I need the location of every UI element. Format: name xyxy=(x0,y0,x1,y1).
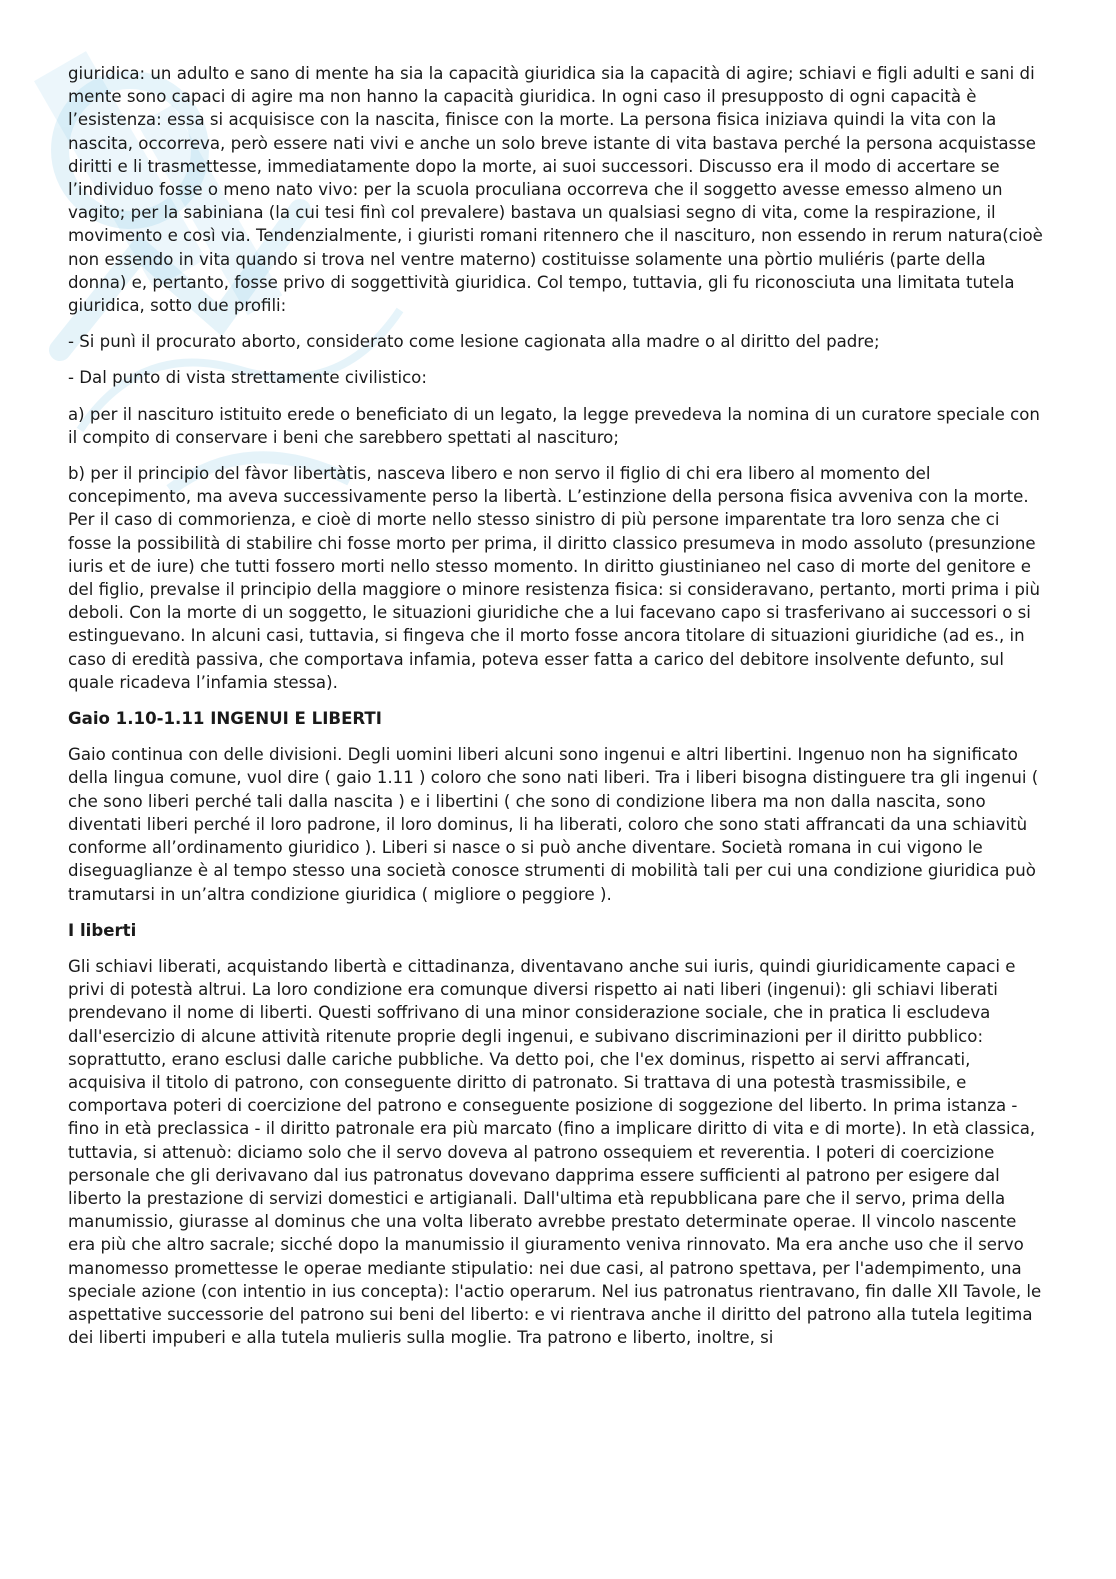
list-item-b: b) per il principio del fàvor libertàtis, nasceva libero e non servo il figlio di chi era libero al momento del concepimento, ma aveva successivamente perso la libertà. L’estinzione della persona fisica avveniva con la morte. Per il caso di commorienza, e cioè di morte nello stesso sinistro di più persone imparentate tra loro senza che ci fosse la possibilità di stabilire chi fosse morto per prima, il diritto classico presumeva in modo assoluto (presunzione iuris et de iure) che tutti fossero morti nello stesso momento. In diritto giustinianeo nel caso di morte del genitore e del figlio, prevalse il principio della maggiore o minore resistenza fisica: si consideravano, pertanto, morti prima i più deboli. Con la morte di un soggetto, le situazioni giuridiche che a lui facevano capo si trasferivano ai successori o si estinguevano. In alcuni casi, tuttavia, si fingeva che il morto fosse ancora titolare di situazioni giuridiche (ad es., in caso di eredità passiva, che comportava infamia, poteva esser fatta a carico del debitore insolvente defunto, sul quale ricadeva l’infamia stessa). xyxy=(68,464,1041,692)
document-body xyxy=(68,62,1048,1362)
list-item-aborto: - Si punì il procurato aborto, considerato come lesione cagionata alla madre o al diritto del padre; xyxy=(68,332,880,352)
paragraph-ingenui: Gaio continua con delle divisioni. Degli uomini liberi alcuni sono ingenui e altri libertini. Ingenuo non ha significato della lingua comune, vuol dire ( gaio 1.11 ) coloro che sono nati liberi. Tra i liberi bisogna distinguere tra gli ingenui ( che sono liberi perché tali dalla nascita ) e i libertini ( che sono di condizione libera ma non dalla nascita, sono diventati liberi perché il loro padrone, il loro dominus, li ha liberati, coloro che sono stati affrancati da una schiavitù conforme all’ordinamento giuridico ). Liberi si nasce o si può anche diventare. Società romana in cui vigono le diseguaglianze è al tempo stesso una società conosce strumenti di mobilità tali per cui una condizione giuridica può tramutarsi in un’altra condizione giuridica ( migliore o peggiore ). xyxy=(68,745,1039,904)
paragraph-liberti: Gli schiavi liberati, acquistando libertà e cittadinanza, diventavano anche sui iuris, quindi giuridicamente capaci e privi di potestà altrui. La loro condizione era comunque diversi rispetto ai nati liberi (ingenui): gli schiavi liberati prendevano il nome di liberti. Questi soffrivano di una minor considerazione sociale, che in pratica li escludeva dall'esercizio di alcune attività ritenute proprie degli ingenui, e subivano discriminazioni per il diritto pubblico: soprattutto, erano esclusi dalle cariche pubbliche. Va detto poi, che l'ex dominus, rispetto ai servi affrancati, acquisiva il titolo di patrono, con conseguente diritto di patronato. Si trattava di una potestà trasmissibile, e comportava poteri di coercizione del patrono e conseguente posizione di soggezione del liberto. In prima istanza - fino in età preclassica - il diritto patronale era più marcato (fino a implicare diritto di vita e di morte). In età classica, tuttavia, si attenuò: diciamo solo che il servo doveva al patrono ossequiem et reverentia. I poteri di coercizione personale che gli derivavano dal ius patronatus dovevano dapprima essere sufficienti al patrono per esigere dal liberto la prestazione di servizi domestici e artigianali. Dall'ultima età repubblicana pare che il servo, prima della manumissio, giurasse al dominus che una volta liberato avrebbe prestato determinate operae. Il vincolo nascente era più che altro sacrale; sicché dopo la manumissio il giuramento veniva rinnovato. Ma era anche uso che il servo manomesso promettesse le operae mediante stipulatio: nei due casi, al patrono spettava, per l'adempimento, una speciale azione (con intentio in ius concepta): l'actio operarum. Nel ius patronatus rientravano, fin dalle XII Tavole, le aspettative successorie del patrono sui beni del liberto: e vi rientrava anche il diritto del patrono alla tutela legitima dei liberti impuberi e alla tutela mulieris sulla moglie. Tra patrono e liberto, inoltre, si xyxy=(68,956,1042,1348)
list-item-a: a) per il nascituro istituito erede o beneficiato di un legato, la legge prevedeva la nomina di un curatore speciale con il compito di conservare i beni che sarebbero spettati al nascituro; xyxy=(68,404,1040,447)
paragraph-capacita: giuridica: un adulto e sano di mente ha sia la capacità giuridica sia la capacità di agire; schiavi e figli adulti e sani di mente sono capaci di agire ma non hanno la capacità giuridica. In ogni caso il presupposto di ogni capacità è l’esistenza: essa si acquisisce con la nascita, finisce con la morte. La persona fisica iniziava quindi la vita con la nascita, occorreva, però essere nati vivi e anche un solo breve istante di vita bastava perché la persona acquistasse diritti e li trasmettesse, immediatamente dopo la morte, ai suoi successori. Discusso era il modo di accertare se l’individuo fosse o meno nato vivo: per la scuola proculiana occorreva che il soggetto avesse emesso almeno un vagito; per la sabiniana (la cui tesi finì col prevalere) bastava un qualsiasi segno di vita, come la respirazione, il movimento e così via. Tendenzialmente, i giuristi romani ritennero che il nascituro, non essendo in rerum natura(cioè non essendo in vita quando si trova nel ventre materno) costituisse solamente una pòrtio muliéris (parte della donna) e, pertanto, fosse privo di soggettività giuridica. Col tempo, tuttavia, gli fu riconosciuta una limitata tutela giuridica, sotto due profili: xyxy=(68,64,1043,316)
list-item-civilistico: - Dal punto di vista strettamente civilistico: xyxy=(68,368,427,388)
section-heading-liberti: I liberti xyxy=(68,920,137,940)
section-heading-ingenui: Gaio 1.10-1.11 INGENUI E LIBERTI xyxy=(68,709,382,729)
